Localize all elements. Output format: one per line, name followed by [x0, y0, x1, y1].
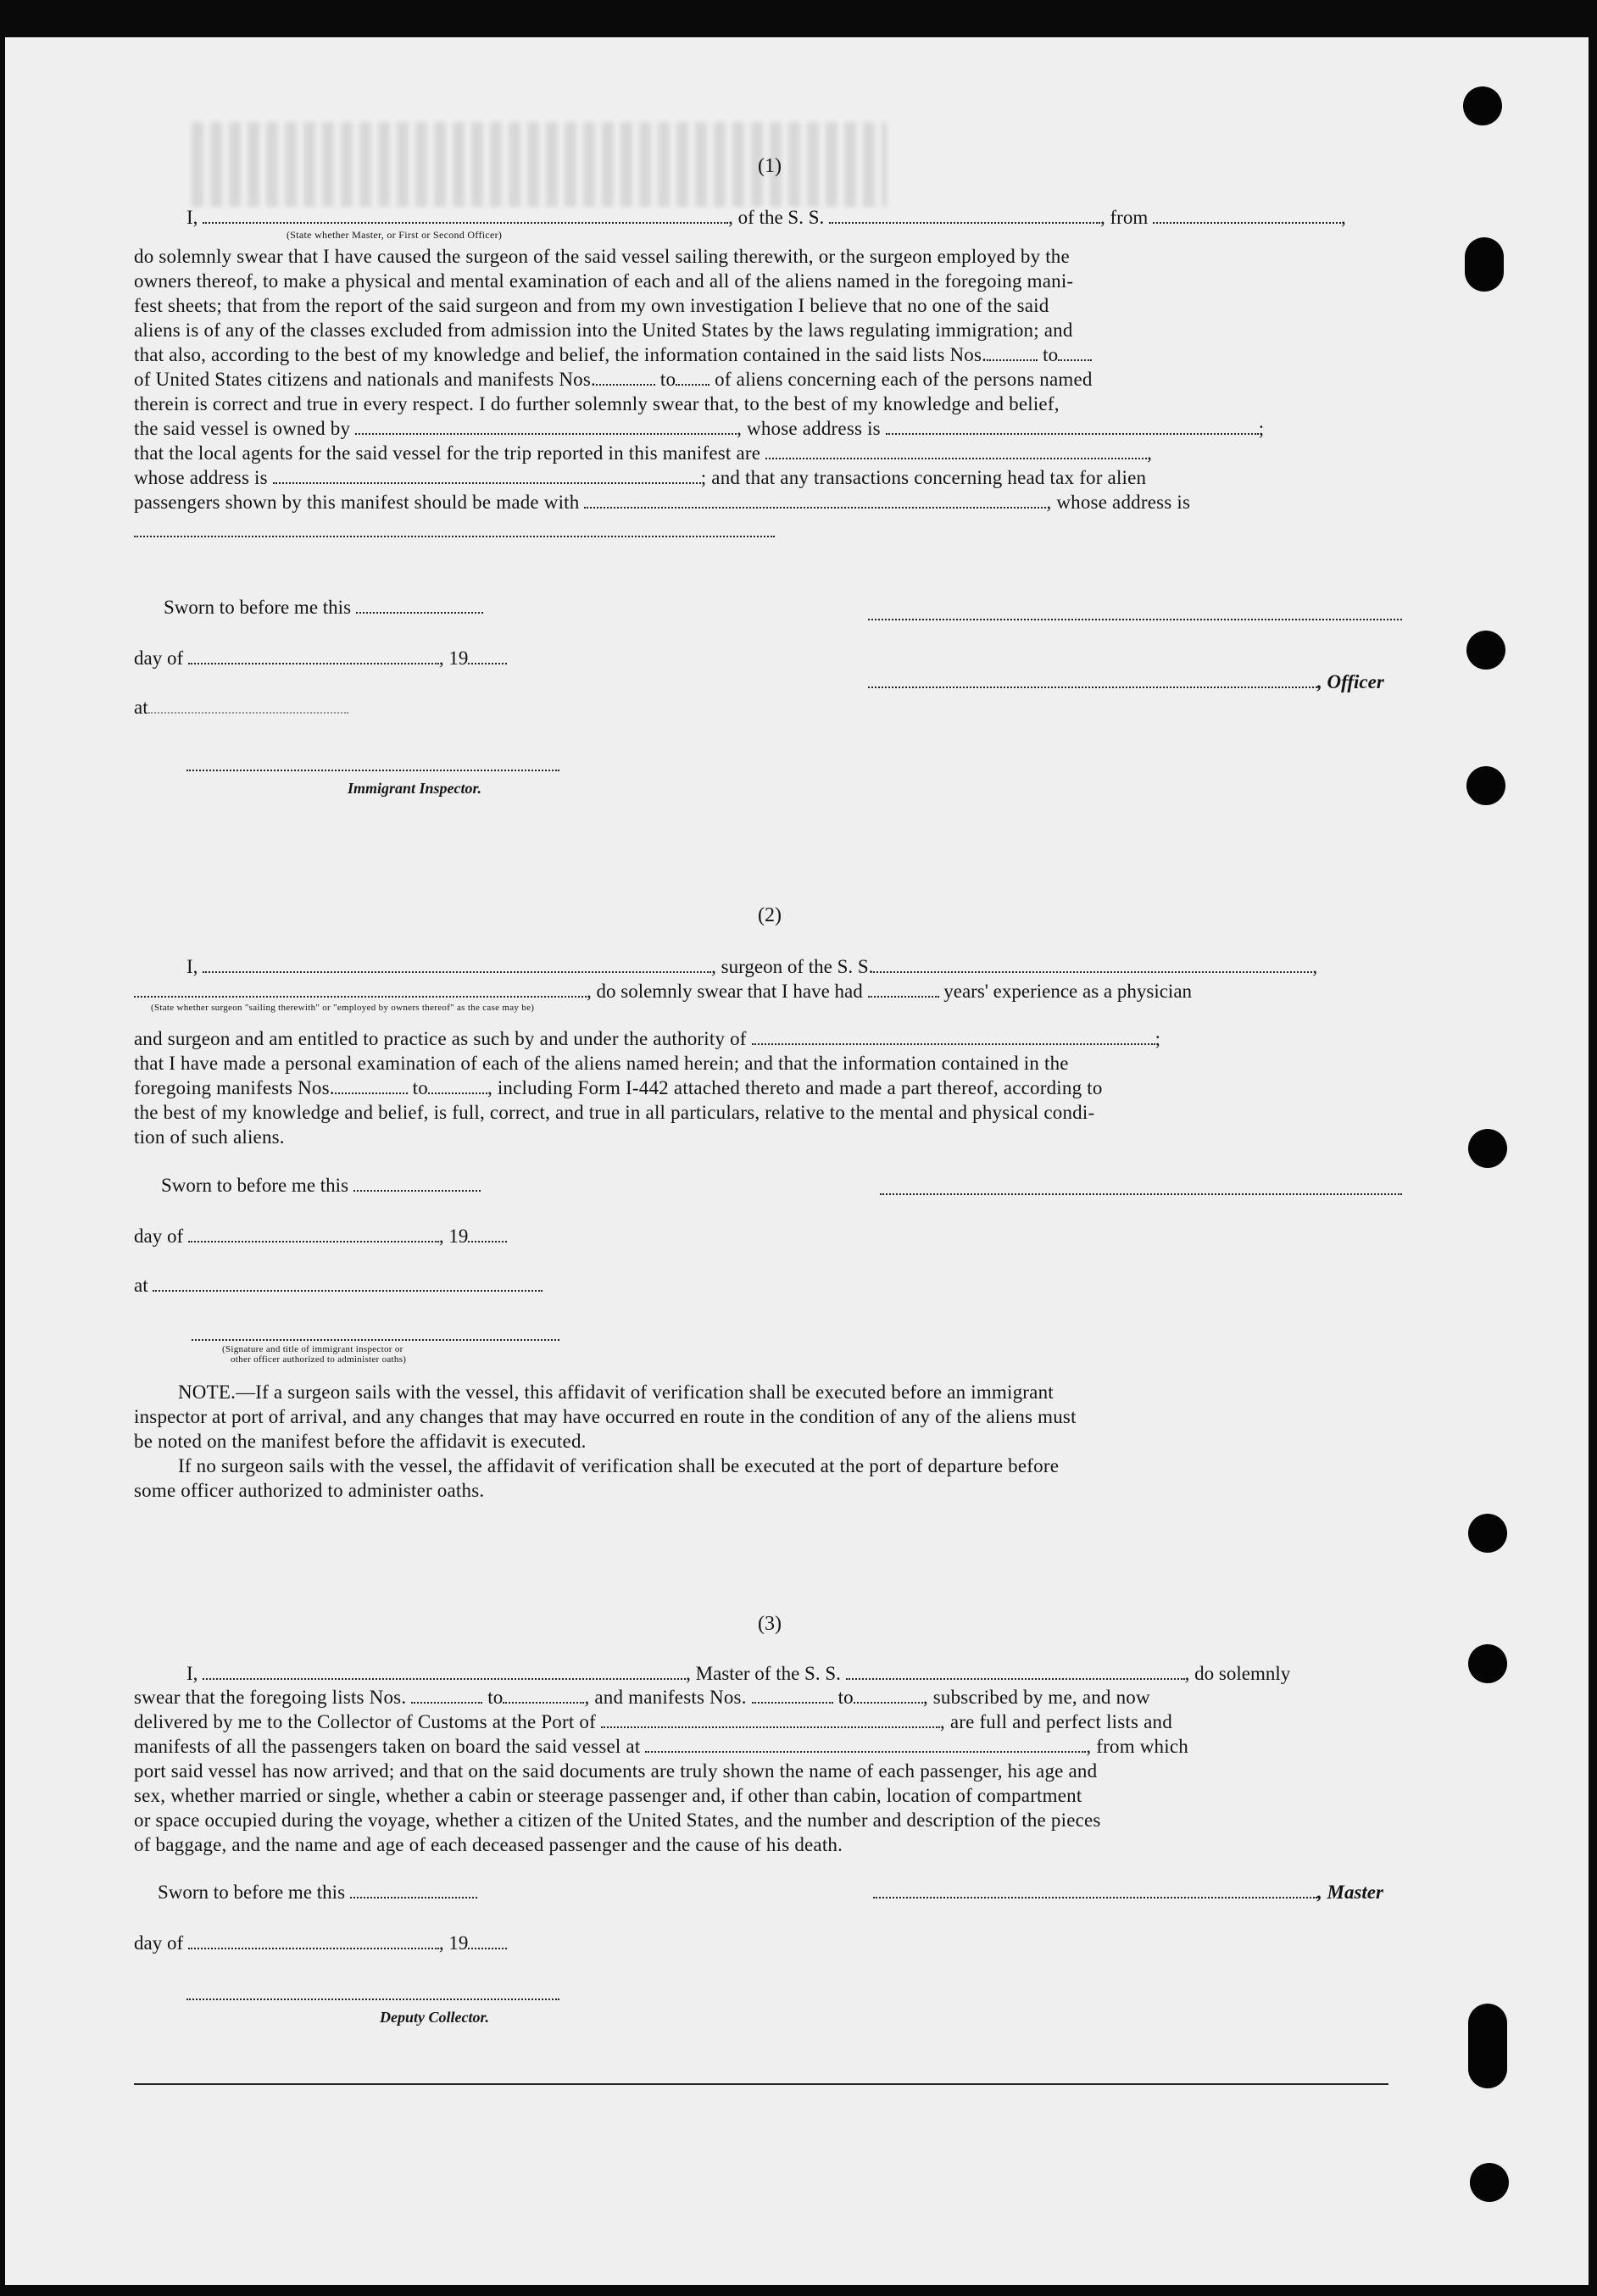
officer-signature-line[interactable] — [868, 617, 1402, 620]
section-1-body — [134, 244, 1405, 514]
master-of-text: , Master of the S. S. — [686, 1663, 841, 1684]
bottom-rule — [134, 2083, 1388, 2085]
note-line: If no surgeon sails with the vessel, the affidavit of verification shall be executed at the port of departure before — [178, 1455, 1060, 1476]
body-line: aliens is of any of the classes excluded from admission into the United States by the laws regulating immigration; and — [134, 320, 1073, 341]
sworn-line-2 — [161, 1173, 481, 1198]
punct: ; — [1155, 1028, 1161, 1049]
master-text: , Master — [1317, 1882, 1383, 1903]
punch-hole — [1468, 1129, 1507, 1168]
passengers-text: passengers shown by this manifest should be made with — [134, 492, 580, 513]
port-blank[interactable] — [601, 1711, 940, 1728]
officer-name-blank-2[interactable] — [868, 671, 1317, 688]
body-line: that I have made a personal examination of each of the aliens named herein; and that the information contained in the — [134, 1053, 1069, 1074]
master-signature-label — [873, 1880, 1383, 1904]
year-blank[interactable] — [468, 648, 507, 664]
section-3-body — [134, 1685, 1405, 1857]
punch-hole — [1468, 1644, 1507, 1683]
at-blank[interactable] — [148, 697, 348, 714]
sworn-date-blank[interactable] — [350, 1882, 477, 1899]
owned-by-text: the said vessel is owned by — [134, 418, 351, 439]
day-of-line-3 — [134, 1931, 507, 1955]
whose-address-text: , whose address is — [1046, 492, 1191, 513]
agents-text: that the local agents for the said vessel for the trip reported in this manifest are — [134, 442, 761, 464]
authority-text: and surgeon and am entitled to practice as such by and under the authority of — [134, 1028, 747, 1049]
surgeon-vessel-blank[interactable] — [873, 956, 1312, 973]
body-line: port said vessel has now arrived; and that on the said documents are truly shown the name of each passenger, his age and — [134, 1760, 1098, 1782]
section-1-line-1 — [186, 205, 1346, 230]
body-line — [134, 1709, 1405, 1734]
surgeon-signature-line[interactable] — [880, 1192, 1402, 1195]
at-line-2 — [134, 1273, 543, 1298]
master-name-blank[interactable] — [203, 1663, 686, 1680]
years-blank[interactable] — [868, 981, 939, 998]
pronoun-i: I, — [186, 207, 198, 228]
section-2-body — [134, 1026, 1405, 1149]
year-blank[interactable] — [468, 1932, 507, 1949]
authority-blank[interactable] — [752, 1028, 1155, 1045]
sworn-line-3 — [158, 1880, 477, 1904]
note-line: be noted on the manifest before the affidavit is executed. — [134, 1431, 587, 1452]
section-1-number: (1) — [758, 155, 782, 177]
body-line: of baggage, and the name and age of each deceased passenger and the cause of his death. — [134, 1834, 843, 1855]
manifest-from-blank[interactable] — [596, 369, 655, 386]
body-line: owners thereof, to make a physical and mental examination of each and all of the aliens named in the foregoing mani- — [134, 270, 1074, 292]
immigrant-inspector-label: Immigrant Inspector. — [348, 780, 482, 797]
body-line: fest sheets; that from the report of the said surgeon and from my own investigation I believe that no one of the said — [134, 295, 1049, 316]
sig-hint-line: other officer authorized to administer oaths) — [231, 1354, 407, 1365]
section-3-line-1 — [186, 1661, 1290, 1686]
punct: , — [1340, 207, 1346, 228]
list-from-blank[interactable] — [987, 344, 1038, 361]
body-line: tion of such aliens. — [134, 1126, 285, 1148]
surgeon-of-text: , surgeon of the S. S. — [711, 956, 874, 977]
body-line — [134, 1076, 1405, 1100]
body-line: or space occupied during the voyage, whether a citizen of the United States, and the number and description of the pieces — [134, 1810, 1101, 1831]
year-text: , 19 — [438, 648, 469, 669]
agents-address-blank[interactable] — [273, 467, 701, 484]
surgeon-name-blank[interactable] — [203, 956, 711, 973]
agents-blank[interactable] — [765, 442, 1147, 459]
label-from: , from — [1100, 207, 1149, 228]
sworn-date-blank[interactable] — [353, 1175, 481, 1192]
body-line — [134, 1026, 1405, 1051]
lists-text: that also, according to the best of my knowledge and belief, the information contained in the said lists Nos. — [134, 344, 988, 365]
delivered-text: delivered by me to the Collector of Customs at the Port of — [134, 1711, 596, 1732]
from-which-text: , from which — [1086, 1736, 1188, 1757]
vessel-name-blank[interactable] — [829, 207, 1100, 224]
punch-hole — [1468, 2004, 1507, 2088]
sig-hint-line: (Signature and title of immigrant inspector or — [222, 1344, 403, 1354]
sworn-text: Sworn to before me this — [164, 597, 352, 618]
owner-blank[interactable] — [355, 418, 737, 435]
day-of-text: day of — [134, 1226, 184, 1247]
to-word: to — [659, 369, 676, 390]
note-line: some officer authorized to administer oaths. — [134, 1480, 485, 1501]
head-tax-text: ; and that any transactions concerning head tax for alien — [700, 467, 1147, 488]
section-3-number: (3) — [758, 1613, 782, 1635]
body-line — [134, 416, 1405, 441]
day-of-text: day of — [134, 1932, 184, 1954]
list-to-blank[interactable] — [1058, 344, 1092, 361]
body-line — [134, 441, 1405, 465]
whose-address-text: , whose address is — [737, 418, 881, 439]
to-word: to — [837, 1687, 854, 1708]
punch-hole — [1463, 86, 1502, 125]
day-of-line-1 — [134, 646, 507, 670]
section-2-number: (2) — [758, 904, 782, 926]
pronoun-i: I, — [186, 1663, 198, 1684]
master-signature-line[interactable] — [873, 1882, 1317, 1899]
punch-hole — [1466, 631, 1505, 670]
day-of-blank[interactable] — [188, 1932, 439, 1949]
at-line-1 — [134, 695, 348, 720]
from-port-blank[interactable] — [1153, 207, 1341, 224]
body-line: do solemnly swear that I have caused the surgeon of the said vessel sailing therewith, or the surgeon employed by the — [134, 246, 1070, 267]
document-page — [5, 37, 1589, 2285]
inspector-signature-line[interactable] — [186, 768, 559, 771]
year-text: , 19 — [438, 1226, 469, 1247]
sworn-text: Sworn to before me this — [158, 1882, 346, 1903]
do-solemnly-text: , do solemnly — [1184, 1663, 1291, 1684]
list-to-blank[interactable] — [503, 1687, 584, 1704]
lists-text: swear that the foregoing lists Nos. — [134, 1687, 407, 1708]
body-line — [134, 465, 1405, 490]
body-line: the best of my knowledge and belief, is full, correct, and true in all particulars, relative to the mental and physical condi- — [134, 1102, 1095, 1123]
list-from-blank[interactable] — [411, 1687, 482, 1704]
surgeon-status-blank[interactable] — [134, 981, 587, 998]
body-line — [134, 342, 1405, 367]
manifest-to-blank[interactable] — [676, 369, 709, 386]
body-line — [134, 1734, 1405, 1759]
manifests-all-text: manifests of all the passengers taken on board the said vessel at — [134, 1736, 641, 1757]
day-of-line-2 — [134, 1224, 507, 1248]
years-text: years' experience as a physician — [943, 981, 1193, 1002]
body-line: therein is correct and true in every respect. I do further solemnly swear that, to the best of my knowledge and belief, — [134, 393, 1060, 414]
punct: , — [1312, 956, 1318, 977]
at-text: at — [134, 1275, 148, 1296]
officer-text: , Officer — [1317, 671, 1384, 692]
at-blank[interactable] — [153, 1275, 543, 1292]
at-text: at — [134, 697, 148, 718]
year-blank[interactable] — [468, 1226, 507, 1243]
subscribed-text: , subscribed by me, and now — [922, 1687, 1150, 1708]
note-block — [134, 1380, 1405, 1503]
punch-hole — [1465, 237, 1504, 292]
body-line — [134, 490, 1405, 514]
signature-hint — [205, 1344, 406, 1365]
year-text: , 19 — [438, 1932, 469, 1954]
whose-address-text: whose address is — [134, 467, 268, 488]
note-line: NOTE.—If a surgeon sails with the vessel, this affidavit of verification shall be executed before an immigrant — [178, 1381, 1054, 1403]
to-word: to — [412, 1077, 428, 1098]
sworn-date-blank[interactable] — [356, 597, 483, 614]
solemnly-text: , do solemnly swear that I have had — [587, 981, 863, 1002]
officer-hint: (State whether Master, or First or Second Officer) — [287, 229, 503, 241]
day-of-blank[interactable] — [188, 648, 439, 664]
punch-hole — [1468, 1514, 1507, 1553]
punch-hole — [1466, 766, 1505, 805]
deputy-collector-label: Deputy Collector. — [380, 2009, 489, 2026]
section-2-line-2 — [134, 979, 1192, 1003]
head-tax-address-blank[interactable] — [134, 534, 775, 537]
label-of-ss: , of the S. S. — [728, 207, 825, 228]
day-of-blank[interactable] — [188, 1226, 439, 1243]
officer-signature-label — [868, 670, 1384, 694]
to-word: to — [487, 1687, 504, 1708]
form-text: , including Form I-442 attached thereto and made a part thereof, according to — [487, 1077, 1103, 1098]
head-tax-party-blank[interactable] — [584, 492, 1046, 509]
inspector-signature-line-2[interactable] — [192, 1337, 559, 1341]
deputy-signature-line[interactable] — [186, 1997, 559, 2000]
pronoun-i: I, — [186, 956, 198, 977]
sworn-text: Sworn to before me this — [161, 1175, 349, 1196]
manifest-to-blank[interactable] — [854, 1687, 923, 1704]
full-perfect-text: , are full and perfect lists and — [939, 1711, 1172, 1732]
citizens-text: of United States citizens and nationals and manifests Nos. — [134, 369, 596, 390]
punct: , — [1147, 442, 1153, 464]
punch-hole — [1470, 2163, 1509, 2202]
sworn-line-1 — [164, 595, 483, 620]
day-of-text: day of — [134, 648, 184, 669]
of-aliens-text: of aliens concerning each of the persons named — [715, 369, 1093, 390]
master-vessel-blank[interactable] — [846, 1663, 1185, 1680]
body-line — [134, 1685, 1405, 1709]
body-line — [134, 367, 1405, 392]
departure-port-blank[interactable] — [645, 1736, 1086, 1753]
section-2-line-1 — [186, 954, 1317, 979]
manifest-from-blank[interactable] — [752, 1687, 833, 1704]
surgeon-hint: (State whether surgeon "sailing therewith" or "employed by owners thereof" as the case may be) — [151, 1003, 535, 1013]
manifest-from-blank[interactable] — [335, 1077, 408, 1094]
manifests-text: , and manifests Nos. — [584, 1687, 747, 1708]
punct: ; — [1258, 418, 1265, 439]
manifest-to-blank[interactable] — [428, 1077, 487, 1094]
owner-address-blank[interactable] — [886, 418, 1259, 435]
body-line: sex, whether married or single, whether a cabin or steerage passenger and, if other than cabin, location of compartment — [134, 1785, 1082, 1806]
manifests-text: foregoing manifests Nos. — [134, 1077, 335, 1098]
officer-name-blank[interactable] — [203, 207, 728, 224]
note-line: inspector at port of arrival, and any changes that may have occurred en route in the condition of any of the aliens must — [134, 1406, 1077, 1427]
to-word: to — [1043, 344, 1059, 365]
